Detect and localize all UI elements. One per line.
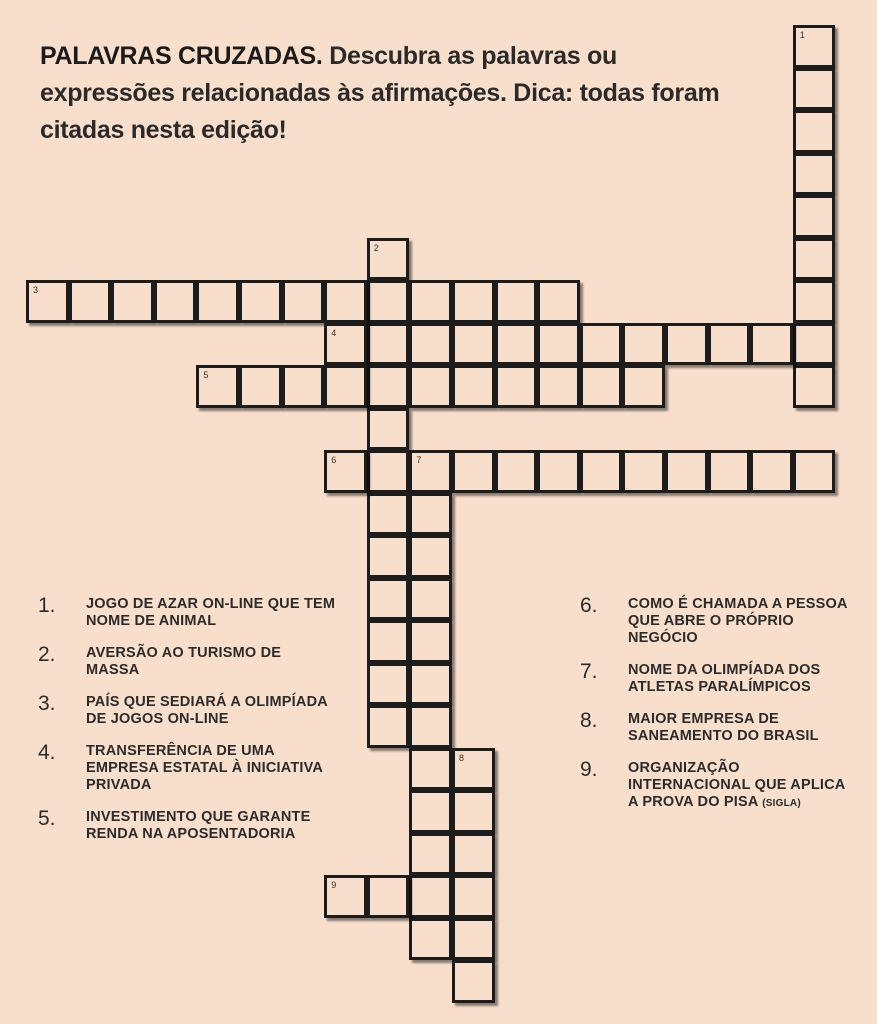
clue-text: JOGO DE AZAR ON-LINE QUE TEM NOME DE ANIMAL [86,596,336,629]
clue-item [580,711,850,745]
crossword-cell[interactable] [793,195,836,238]
crossword-cell[interactable] [239,365,282,408]
crossword-cell[interactable] [622,323,665,366]
clue-number-7: 7 [416,455,422,465]
clue-text: COMO É CHAMADA A PESSOA QUE ABRE O PRÓPRIO NEGÓCIO [628,596,848,646]
clue-text: ORGANIZAÇÃO INTERNACIONAL QUE APLICA A PROVA DO PISA [628,760,845,810]
crossword-cell[interactable] [793,25,836,68]
crossword-cell[interactable] [537,323,580,366]
crossword-cell[interactable] [580,450,623,493]
crossword-cell[interactable] [69,280,112,323]
crossword-cell[interactable] [409,663,452,706]
crossword-cell[interactable] [367,875,410,918]
crossword-cell[interactable] [750,450,793,493]
clue-item-text [628,596,850,647]
crossword-cell[interactable] [367,578,410,621]
crossword-cell[interactable] [537,450,580,493]
crossword-cell[interactable] [367,408,410,451]
clue-item-text [628,760,850,812]
crossword-cell[interactable] [793,323,836,366]
crossword-cell[interactable] [793,450,836,493]
crossword-cell[interactable] [452,790,495,833]
crossword-cell[interactable] [367,323,410,366]
crossword-cell[interactable] [452,450,495,493]
crossword-cell[interactable] [495,323,538,366]
crossword-cell[interactable] [452,875,495,918]
crossword-cell[interactable] [537,365,580,408]
clue-item-text [86,596,338,630]
crossword-cell[interactable] [452,280,495,323]
crossword-cell[interactable] [793,280,836,323]
crossword-cell[interactable] [622,365,665,408]
clue-item-text [628,711,850,745]
clue-item-number: 2. [38,643,56,666]
crossword-cell[interactable] [495,450,538,493]
clue-item [580,596,850,647]
crossword-cell[interactable] [622,450,665,493]
clue-item-text [86,809,338,843]
clue-item-number: 5. [38,807,56,830]
title-bold: PALAVRAS CRUZADAS. [40,42,323,70]
crossword-cell[interactable] [665,323,708,366]
crossword-cell[interactable] [367,620,410,663]
crossword-cell[interactable] [452,323,495,366]
clue-item [38,645,338,679]
crossword-cell[interactable] [324,875,367,918]
crossword-cell[interactable] [324,365,367,408]
crossword-cell[interactable] [409,578,452,621]
crossword-cell[interactable] [409,450,452,493]
clue-number-3: 3 [33,285,39,295]
crossword-cell[interactable] [793,153,836,196]
crossword-cell[interactable] [708,323,751,366]
clue-number-6: 6 [331,455,337,465]
crossword-cell[interactable] [793,68,836,111]
clue-text: NOME DA OLIMPÍADA DOS ATLETAS PARALÍMPICOS [628,662,821,695]
crossword-cell[interactable] [367,493,410,536]
clue-number-5: 5 [203,370,209,380]
crossword-cell[interactable] [367,705,410,748]
clue-item-number: 4. [38,741,56,764]
clue-text: MAIOR EMPRESA DE SANEAMENTO DO BRASIL [628,711,819,744]
crossword-cell[interactable] [452,365,495,408]
crossword-cell[interactable] [409,493,452,536]
clue-number-4: 4 [331,327,337,338]
clue-item-text [86,743,338,794]
clue-item-number: 6. [580,594,598,617]
crossword-cell[interactable] [409,620,452,663]
crossword-cell[interactable] [367,280,410,323]
clue-number-8: 8 [459,752,465,763]
crossword-cell[interactable] [196,365,239,408]
crossword-cell[interactable] [367,535,410,578]
crossword-cell[interactable] [367,450,410,493]
clue-item-number: 1. [38,594,56,617]
clue-text: PAÍS QUE SEDIARÁ A OLIMPÍADA DE JOGOS ON-LINE [86,694,328,727]
clue-item [38,694,338,728]
crossword-cell[interactable] [409,280,452,323]
crossword-cell[interactable] [708,450,751,493]
crossword-cell[interactable] [324,450,367,493]
clue-item [580,662,850,696]
crossword-cell[interactable] [409,705,452,748]
crossword-cell[interactable] [580,323,623,366]
clue-text: AVERSÃO AO TURISMO DE MASSA [86,645,282,678]
clue-text: TRANSFERÊNCIA DE UMA EMPRESA ESTATAL À INICIATIVA PRIVADA [86,743,323,793]
crossword-cell[interactable] [793,238,836,281]
clue-item-text [86,645,338,679]
clue-number-9: 9 [331,880,337,890]
crossword-cell[interactable] [154,280,197,323]
crossword-cell[interactable] [409,918,452,961]
crossword-cell[interactable] [409,790,452,833]
crossword-cell[interactable] [367,365,410,408]
crossword-cell[interactable] [409,833,452,876]
crossword-cell[interactable] [26,280,69,323]
crossword-cell[interactable] [665,450,708,493]
clue-item-text [86,694,338,728]
crossword-cell[interactable] [793,110,836,153]
crossword-cell[interactable] [239,280,282,323]
clue-item-number: 3. [38,692,56,715]
title-instructions: Descubra as palavras ou expressões relacionadas às afirmações. Dica: todas foram citadas nesta edição! [40,42,720,144]
clue-suffix: (SIGLA) [762,798,801,809]
crossword-cell[interactable] [452,748,495,791]
crossword-cell[interactable] [409,748,452,791]
crossword-cell[interactable] [111,280,154,323]
crossword-cell[interactable] [495,280,538,323]
clues-left [38,596,338,858]
crossword-cell[interactable] [324,323,367,366]
crossword-cell[interactable] [409,875,452,918]
crossword-cell[interactable] [324,280,367,323]
crossword-cell[interactable] [452,833,495,876]
crossword-cell[interactable] [537,280,580,323]
crossword-cell[interactable] [750,323,793,366]
crossword-cell[interactable] [580,365,623,408]
clue-item [38,809,338,843]
clue-item [38,743,338,794]
crossword-cell[interactable] [282,280,325,323]
clue-text: INVESTIMENTO QUE GARANTE RENDA NA APOSENTADORIA [86,809,311,842]
crossword-cell[interactable] [793,365,836,408]
crossword-cell[interactable] [282,365,325,408]
crossword-cell[interactable] [409,323,452,366]
crossword-cell[interactable] [495,365,538,408]
clues-right [580,596,850,827]
clue-item [38,596,338,630]
crossword-cell[interactable] [367,238,410,281]
clue-item [580,760,850,812]
clue-number-2: 2 [373,242,379,253]
clue-item-number: 7. [580,660,598,683]
crossword-cell[interactable] [409,535,452,578]
crossword-cell[interactable] [367,663,410,706]
crossword-cell[interactable] [196,280,239,323]
clue-number-1: 1 [799,30,805,40]
clue-item-text [628,662,850,696]
crossword-cell[interactable] [452,918,495,961]
clue-item-number: 8. [580,709,598,732]
clue-item-number: 9. [580,758,598,781]
crossword-cell[interactable] [452,960,495,1003]
crossword-cell[interactable] [409,365,452,408]
